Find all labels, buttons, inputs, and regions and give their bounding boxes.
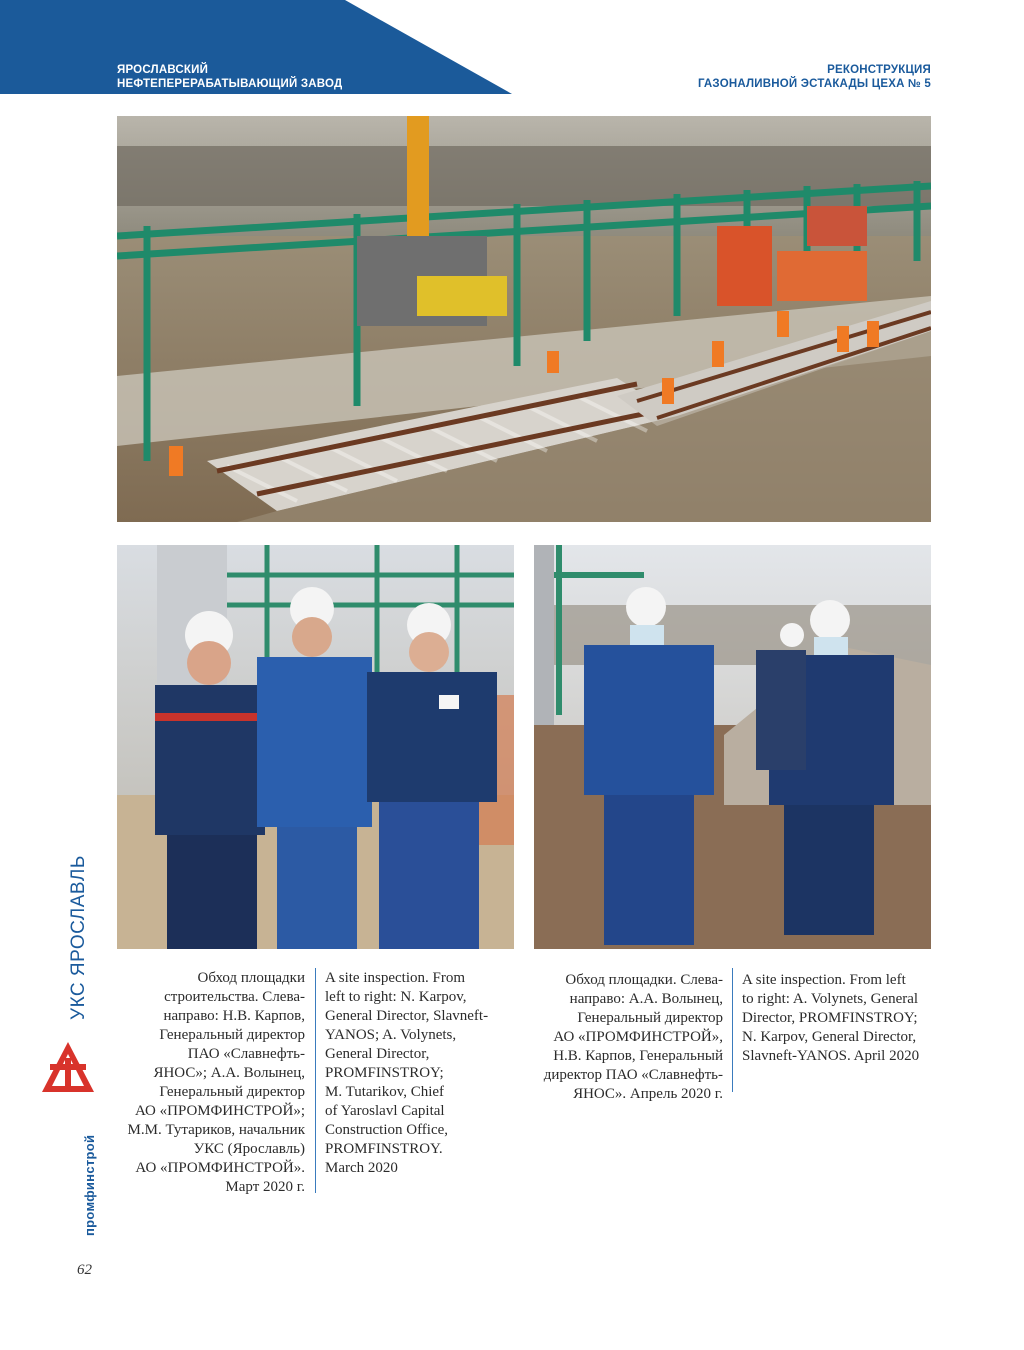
- caption-line: М.М. Тутариков, начальник: [127, 1122, 305, 1138]
- caption-line: General Director, Slavneft-: [325, 1008, 489, 1024]
- page-number: 62: [77, 1262, 92, 1278]
- header-left-line: НЕФТЕПЕРЕРАБАТЫВАЮЩИЙ ЗАВОД: [117, 78, 343, 90]
- photo-site-inspection-april: [534, 545, 931, 949]
- header-left-line: ЯРОСЛАВСКИЙ: [117, 64, 209, 76]
- photo-railway-construction: [117, 116, 931, 522]
- caption-line: Slavneft-YANOS. April 2020: [742, 1048, 920, 1064]
- caption-line: of Yaroslavl Capital: [325, 1103, 445, 1119]
- caption-line: left to right: N. Karpov,: [325, 989, 467, 1005]
- caption-line: A site inspection. From: [325, 970, 465, 986]
- caption-line: АО «ПРОМФИНСТРОЙ»;: [134, 1103, 305, 1119]
- caption-line: АО «ПРОМФИНСТРОЙ»,: [553, 1029, 723, 1045]
- caption-line: АО «ПРОМФИНСТРОЙ».: [135, 1160, 305, 1176]
- photo-site-inspection-march: [117, 545, 514, 949]
- caption-line: Генеральный директор: [159, 1084, 305, 1100]
- caption-line: Генеральный директор: [159, 1027, 305, 1043]
- caption-divider: [732, 968, 733, 1092]
- caption-right-en: [742, 971, 942, 1066]
- caption-line: ПАО «Славнефть-: [187, 1046, 305, 1062]
- header-left-title: [117, 63, 342, 91]
- caption-line: Генеральный директор: [577, 1010, 723, 1026]
- header-right-line: ГАЗОНАЛИВНОЙ ЭСТАКАДЫ ЦЕХА № 5: [697, 78, 931, 90]
- caption-line: A site inspection. From left: [742, 972, 906, 988]
- caption-line: Н.В. Карпов, Генеральный: [553, 1048, 723, 1064]
- caption-line: YANOS; A. Volynets,: [325, 1027, 457, 1043]
- caption-right-ru: [520, 971, 723, 1104]
- caption-line: ЯНОС». Апрель 2020 г.: [573, 1086, 723, 1102]
- caption-line: Director, PROMFINSTROY;: [742, 1010, 918, 1026]
- caption-line: M. Tutarikov, Chief: [325, 1084, 445, 1100]
- caption-line: N. Karpov, General Director,: [742, 1029, 917, 1045]
- caption-line: ЯНОС»; А.А. Волынец,: [153, 1065, 305, 1081]
- caption-line: Обход площадки: [197, 970, 305, 986]
- header-right-line: РЕКОНСТРУКЦИЯ: [827, 64, 931, 76]
- caption-divider: [315, 968, 316, 1193]
- caption-line: General Director,: [325, 1046, 430, 1062]
- caption-line: УКС (Ярославль): [193, 1141, 305, 1157]
- caption-line: PROMFINSTROY.: [325, 1141, 443, 1157]
- caption-line: Construction Office,: [325, 1122, 449, 1138]
- caption-line: March 2020: [325, 1160, 398, 1176]
- caption-line: Март 2020 г.: [225, 1179, 305, 1195]
- caption-left-ru: [110, 969, 305, 1197]
- caption-line: направо: А.А. Волынец,: [569, 991, 723, 1007]
- promfinstroy-logo-icon: [40, 1040, 96, 1094]
- brand-name-vertical: промфинстрой: [82, 1134, 97, 1236]
- caption-line: направо: Н.В. Карпов,: [163, 1008, 305, 1024]
- caption-line: to right: A. Volynets, General: [742, 991, 919, 1007]
- caption-line: PROMFINSTROY;: [325, 1065, 444, 1081]
- header-right-title: [698, 63, 931, 91]
- caption-line: строительства. Слева-: [164, 989, 305, 1005]
- caption-line: Обход площадки. Слева-: [565, 972, 723, 988]
- caption-left-en: [325, 969, 510, 1178]
- caption-line: директор ПАО «Славнефть-: [543, 1067, 723, 1083]
- sidebar-section-title: УКС ЯРОСЛАВЛЬ: [68, 855, 89, 1020]
